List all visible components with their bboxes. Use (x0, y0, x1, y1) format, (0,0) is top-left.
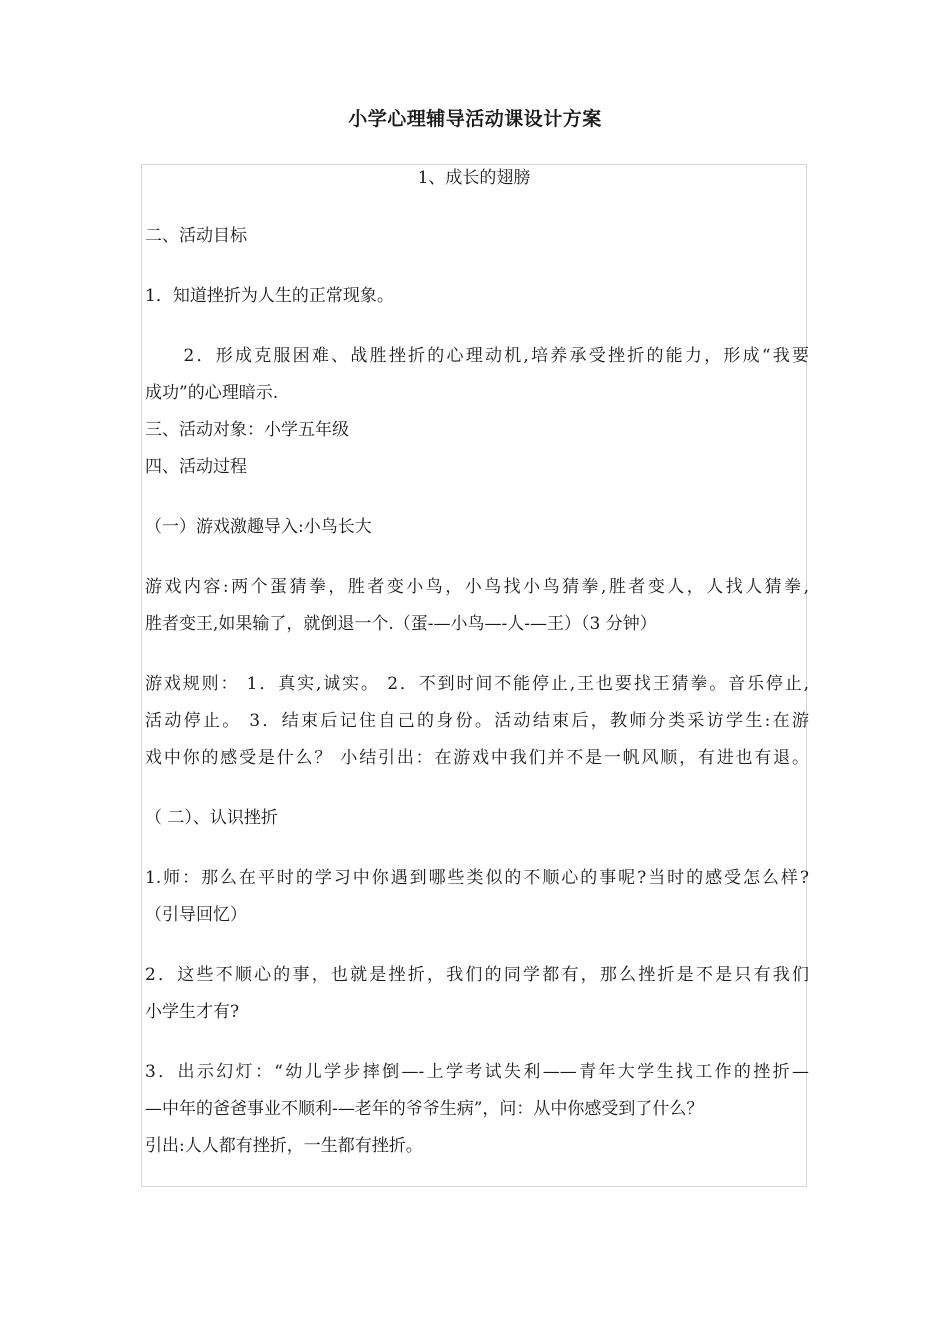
subheading-game-intro: （一）游戏激趣导入:小鸟长大 (145, 517, 372, 537)
question-1-line-2: （引导回忆） (145, 905, 247, 925)
game-content-line-1: 游戏内容:两个蛋猜拳，胜者变小鸟，小鸟找小鸟猜拳,胜者变人，人找人猜拳, (145, 577, 809, 597)
game-rules-line-3: 戏中你的感受是什么？ 小结引出：在游戏中我们并不是一帆风顺，有进也有退。 (145, 748, 809, 768)
goal-item-2-line-1: 2．形成克服困难、战胜挫折的心理动机,培养承受挫折的能力，形成“我要 (145, 346, 809, 366)
slide-line-2: —中年的爸爸事业不顺利-—老年的爷爷生病”，问：从中你感受到了什么？ (145, 1099, 704, 1119)
slide-line-1: 3．出示幻灯：“幼儿学步摔倒—-上学考试失利——青年大学生找工作的挫折— (145, 1062, 809, 1082)
heading-activity-process: 四、活动过程 (145, 457, 247, 477)
game-rules-line-2: 活动停止。 3．结束后记住自己的身份。活动结束后，教师分类采访学生:在游 (145, 711, 809, 731)
section-heading: 1、成长的翅膀 (417, 168, 531, 188)
heading-activity-target: 三、活动对象：小学五年级 (145, 420, 349, 440)
game-content-line-2: 胜者变王,如果输了，就倒退一个.（蛋-—小鸟—-人-—王）（3 分钟） (145, 614, 657, 634)
conclusion-line: 引出:人人都有挫折，一生都有挫折。 (145, 1136, 423, 1156)
question-2-line-1: 2．这些不顺心的事，也就是挫折，我们的同学都有，那么挫折是不是只有我们 (145, 965, 809, 985)
goal-item-1: 1．知道挫折为人生的正常现象。 (145, 286, 394, 306)
goal-item-2-line-2: 成功”的心理暗示. (145, 383, 279, 403)
question-2-line-2: 小学生才有? (145, 1002, 240, 1022)
game-rules-line-1: 游戏规则： 1．真实,诚实。 2．不到时间不能停止,王也要找王猜拳。音乐停止, (145, 674, 809, 694)
document-title: 小学心理辅导活动课设计方案 (348, 108, 602, 130)
question-1-line-1: 1.师：那么在平时的学习中你遇到哪些类似的不顺心的事呢?当时的感受怎么样? (145, 868, 809, 888)
subheading-understand-setbacks: （ 二）、认识挫折 (145, 808, 278, 828)
heading-activity-goals: 二、活动目标 (145, 226, 247, 246)
